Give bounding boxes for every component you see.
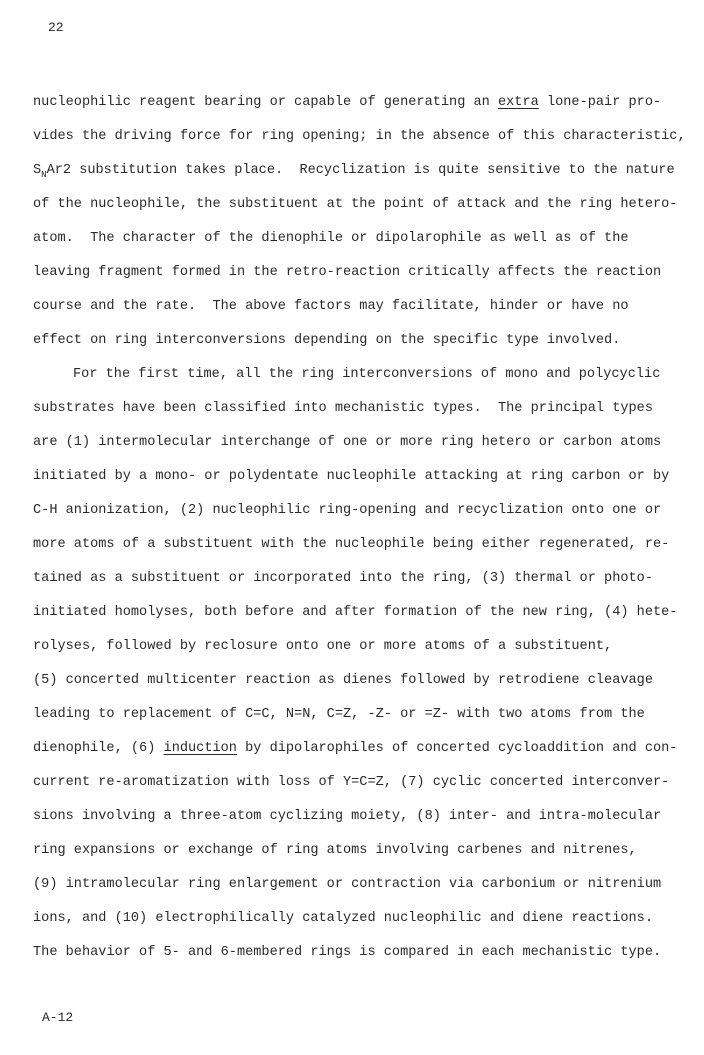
text-line: (9) intramolecular ring enlargement or contraction via carbonium or nitrenium [33, 877, 662, 892]
text-line: ions, and (10) electrophilically catalyzed nucleophilic and diene reactions. [33, 911, 653, 926]
text-line: leaving fragment formed in the retro-reaction critically affects the reaction [33, 265, 662, 280]
text-line: $S_NAr2$ substitution takes place. Recyclization is quite sensitive to the nature [33, 163, 675, 180]
text-line: initiated homolyses, both before and after formation of the new ring, (4) hete- [33, 605, 678, 620]
text-line: C-H anionization, (2) nucleophilic ring-opening and recyclization onto one or [33, 503, 662, 518]
text-line: ring expansions or exchange of ring atoms involving carbenes and nitrenes, [33, 843, 637, 858]
text-line: rolyses, followed by reclosure onto one or more atoms of a substituent, [33, 639, 613, 654]
underlined-word: induction [163, 741, 237, 756]
text-line: tained as a substituent or incorporated into the ring, (3) thermal or photo- [33, 571, 653, 586]
text-line: nucleophilic reagent bearing or capable of generating an extra lone-pair pro- [33, 95, 662, 110]
text-line: The behavior of 5- and 6-membered rings is compared in each mechanistic type. [33, 945, 662, 960]
text-line: more atoms of a substituent with the nucleophile being either regenerated, re- [33, 537, 670, 552]
text-line: dienophile, (6) induction by dipolarophiles of concerted cycloaddition and con- [33, 741, 678, 756]
page-number: 22 [48, 20, 64, 35]
body-text [33, 86, 693, 970]
underlined-word: extra [497, 95, 539, 110]
text-line: are (1) intermolecular interchange of one or more ring hetero or carbon atoms [33, 435, 662, 450]
text-line: atom. The character of the dienophile or dipolarophile as well as of the [33, 231, 629, 246]
text-line: leading to replacement of C=C, N=N, C=Z, -Z- or =Z- with two atoms from the [33, 707, 645, 722]
text-line: sions involving a three-atom cyclizing moiety, (8) inter- and intra-molecular [33, 809, 662, 824]
text-line: initiated by a mono- or polydentate nucleophile attacking at ring carbon or by [33, 469, 670, 484]
text-line: (5) concerted multicenter reaction as dienes followed by retrodiene cleavage [33, 673, 653, 688]
text-line: vides the driving force for ring opening; in the absence of this characteristic, [33, 129, 686, 144]
text-line: substrates have been classified into mechanistic types. The principal types [33, 401, 653, 416]
footer-code: A-12 [42, 1010, 74, 1025]
text-line: effect on ring interconversions depending on the specific type involved. [33, 333, 621, 348]
text-line: course and the rate. The above factors may facilitate, hinder or have no [33, 299, 629, 314]
text-line: of the nucleophile, the substituent at the point of attack and the ring hetero- [33, 197, 678, 212]
text-line: current re-aromatization with loss of Y=C=Z, (7) cyclic concerted interconver- [33, 775, 670, 790]
subscript: N [41, 170, 47, 180]
text-line: For the first time, all the ring interconversions of mono and polycyclic [73, 367, 661, 382]
